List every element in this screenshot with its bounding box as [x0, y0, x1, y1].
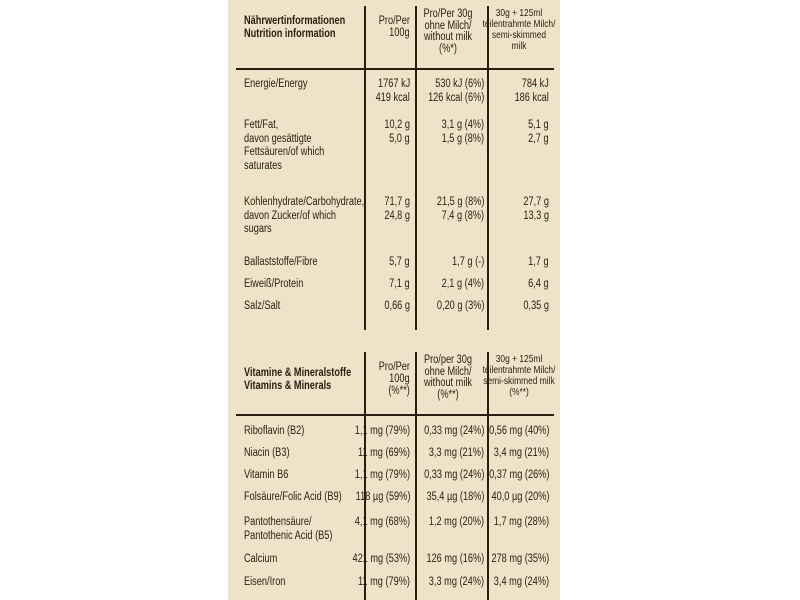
value-with-milk: 0,35 g — [523, 300, 549, 312]
value-per-100g: 0,66 g — [384, 300, 410, 312]
col3-header: (%**) — [509, 386, 529, 398]
col2-header: Pro/Per 30g — [423, 8, 473, 20]
value-per-30g: 1,5 g (8%) — [441, 132, 484, 145]
row-label: Salz/Salt — [244, 300, 281, 312]
row-label: Fett/Fat, — [244, 119, 279, 131]
col2-header: (%**) — [437, 388, 459, 401]
value-with-milk: 1,7 mg (28%) — [493, 516, 549, 528]
value-with-milk: 27,7 g — [523, 196, 549, 208]
value-per-100g: 1767 kJ — [377, 78, 410, 90]
nutrition-title-de: Nährwertinformationen — [244, 15, 346, 27]
col2-header: ohne Milch/ — [424, 19, 472, 32]
value-per-30g: 21,5 g (8%) — [436, 196, 484, 208]
value-per-30g: 1,7 g (-) — [451, 256, 484, 268]
col1-header: 100g — [389, 27, 410, 39]
value-per-30g: 2,1 g (4%) — [441, 278, 484, 290]
col1-header: Pro/Per — [378, 361, 410, 373]
value-per-100g: 1,1 mg (79%) — [354, 469, 410, 481]
row-label: davon Zucker/of which — [244, 209, 337, 222]
value-with-milk: 3,4 mg (21%) — [493, 447, 549, 459]
nutrition-col-divider-1 — [364, 6, 366, 330]
row-label: Niacin (B3) — [244, 447, 290, 459]
col3-header: teilentrahmte Milch/ — [482, 364, 556, 376]
value-with-milk: 40,0 µg (20%) — [491, 491, 549, 503]
value-per-100g: 10,2 g — [384, 119, 410, 131]
value-with-milk: 6,4 g — [528, 278, 549, 290]
col2-header: without milk — [423, 377, 473, 389]
row-label: sugars — [244, 223, 272, 235]
value-with-milk: 278 mg (35%) — [491, 553, 549, 565]
row-label: Kohlenhydrate/Carbohydrate, — [244, 196, 365, 208]
row-label: Pantothenic Acid (B5) — [244, 529, 333, 542]
value-with-milk: 3,4 mg (24%) — [493, 576, 549, 588]
row-label: Folsäure/Folic Acid (B9) — [244, 491, 342, 503]
value-with-milk: 1,7 g — [528, 256, 549, 268]
vitamins-title-de: Vitamine & Mineralstoffe — [244, 367, 352, 379]
value-per-30g: 530 kJ (6%) — [434, 78, 484, 90]
value-per-100g: 24,8 g — [384, 209, 410, 222]
value-with-milk: 784 kJ — [521, 78, 549, 90]
value-per-100g: 4,1 mg (68%) — [354, 516, 410, 528]
col2-header: ohne Milch/ — [424, 365, 472, 378]
value-per-30g: 1,2 mg (20%) — [428, 516, 484, 528]
row-label: Calcium — [244, 553, 278, 565]
nutrition-panel — [228, 0, 560, 600]
row-label: Vitamin B6 — [244, 469, 289, 481]
value-per-30g: 3,1 g (4%) — [441, 119, 484, 131]
value-per-30g: 35,4 µg (18%) — [426, 491, 484, 503]
value-with-milk: 2,7 g — [528, 132, 549, 145]
value-with-milk: 0,37 mg (26%) — [488, 469, 549, 481]
row-label: davon gesättigte — [244, 132, 312, 145]
value-with-milk: 0,56 mg (40%) — [488, 425, 549, 437]
value-per-100g: 5,7 g — [389, 256, 410, 268]
row-label: Riboflavin (B2) — [244, 425, 305, 437]
value-per-100g: 11 mg (69%) — [358, 447, 410, 459]
value-per-30g: 126 kcal (6%) — [427, 91, 484, 104]
value-with-milk: 186 kcal — [514, 91, 549, 104]
row-label: Eisen/Iron — [244, 576, 286, 588]
col1-header: Pro/Per — [378, 15, 410, 27]
col3-header: 30g + 125ml — [495, 7, 543, 19]
col2-header: Pro/per 30g — [423, 354, 473, 366]
col3-header: semi-skimmed milk — [483, 375, 555, 387]
row-label: Eiweiß/Protein — [244, 278, 304, 290]
value-per-30g: 0,20 g (3%) — [436, 300, 484, 312]
col1-header: (%**) — [388, 385, 410, 397]
value-per-30g: 7,4 g (8%) — [441, 209, 484, 222]
nutrition-title-en: Nutrition information — [244, 28, 336, 40]
value-per-100g: 11 mg (79%) — [358, 576, 410, 588]
col2-header: without milk — [423, 31, 473, 43]
nutrition-header-divider — [236, 68, 554, 70]
value-per-100g: 71,7 g — [384, 196, 410, 208]
value-with-milk: 5,1 g — [528, 119, 549, 131]
value-per-100g: 118 µg (59%) — [355, 491, 410, 503]
value-per-100g: 419 kcal — [375, 91, 410, 104]
value-per-100g: 7,1 g — [389, 278, 410, 290]
col3-header: teilentrahmte Milch/ — [482, 18, 556, 30]
row-label: Fettsäuren/of which — [244, 146, 325, 158]
value-per-100g: 421 mg (53%) — [352, 553, 410, 565]
value-per-30g: 0,33 mg (24%) — [423, 425, 484, 437]
col3-header: milk — [511, 40, 527, 52]
row-label: Ballaststoffe/Fibre — [244, 256, 318, 268]
value-per-30g: 0,33 mg (24%) — [423, 469, 484, 481]
row-label: Pantothensäure/ — [244, 516, 312, 528]
value-per-100g: 5,0 g — [389, 132, 410, 145]
value-with-milk: 13,3 g — [523, 209, 549, 222]
col2-header: (%*) — [439, 42, 457, 55]
value-per-30g: 126 mg (16%) — [426, 553, 484, 565]
value-per-100g: 1,1 mg (79%) — [354, 425, 410, 437]
vitamins-header-divider — [236, 414, 554, 416]
vitamins-title-en: Vitamins & Minerals — [244, 380, 332, 392]
row-label: Energie/Energy — [244, 78, 308, 90]
col3-header: semi-skimmed — [491, 29, 547, 41]
value-per-30g: 3,3 mg (21%) — [428, 447, 484, 459]
value-per-30g: 3,3 mg (24%) — [428, 576, 484, 588]
col3-header: 30g + 125ml — [495, 353, 543, 365]
col1-header: 100g — [389, 373, 410, 385]
row-label: saturates — [244, 159, 282, 172]
